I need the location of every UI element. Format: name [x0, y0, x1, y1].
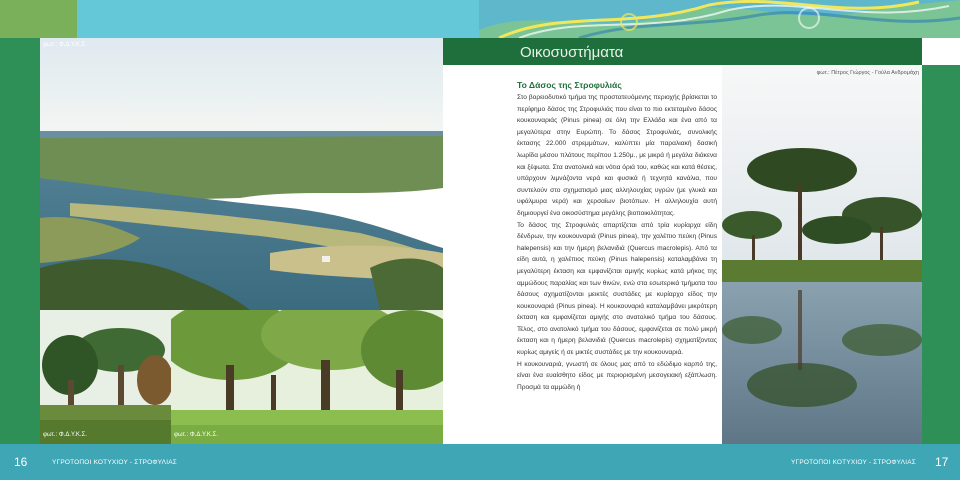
left-page-green-strip	[0, 38, 40, 444]
pine-lake-reflection-image	[722, 65, 922, 444]
photo-credit-top-right: φωτ.: Πέτρος Γιώργος - Γούλα Ανδρομάχη	[816, 70, 919, 76]
aerial-lagoon-image	[40, 38, 443, 310]
photo-credit-bottom-left-2: φωτ.: Φ.Δ.Υ.Κ.Σ.	[174, 432, 218, 438]
left-footer-title: ΥΓΡΟΤΟΠΟΙ ΚΟΤΥΧΙΟΥ - ΣΤΡΟΦΥΛΙΑΣ	[52, 459, 177, 466]
article-heading: Το Δάσος της Στροφυλιάς	[517, 80, 622, 90]
oak-forest-photo	[171, 310, 443, 444]
photo-credit-top-left: φωτ.: Φ.Δ.Υ.Κ.Σ.	[43, 42, 87, 48]
pine-reflection-photo	[722, 65, 922, 444]
top-bar-cyan	[77, 0, 479, 38]
oak-forest-image	[171, 310, 443, 444]
top-bar-green	[0, 0, 77, 38]
right-page-green-strip	[922, 65, 960, 444]
right-page-number: 17	[935, 455, 949, 469]
left-page-number: 16	[14, 455, 28, 469]
right-footer-title: ΥΓΡΟΤΟΠΟΙ ΚΟΤΥΧΙΟΥ - ΣΤΡΟΦΥΛΙΑΣ	[791, 459, 916, 466]
pine-trees-image	[40, 310, 171, 444]
section-header-bar	[443, 38, 922, 65]
aerial-landscape-photo	[40, 38, 443, 310]
section-title: Οικοσυστήματα	[520, 44, 624, 61]
pine-trees-photo-small	[40, 310, 171, 444]
article-paragraph-3: Η κουκουναριά, γνωστή σε όλους μας από το εδώδιμο καρπό της, είναι ένα ευαίσθητο είδος με περιορισμένη μεσογειακή εξάπλωση. Προσμά τα αμμώδη ή	[517, 360, 717, 391]
decorative-swirl-graphic	[479, 0, 960, 38]
top-bar-decorative-pattern	[479, 0, 960, 38]
photo-credit-bottom-left-1: φωτ.: Φ.Δ.Υ.Κ.Σ.	[43, 432, 87, 438]
article-paragraph-2: Το δάσος της Στροφυλιάς απαρτίζεται από τρία κυρίαρχα είδη δένδρων, την κουκουναριά (Pinus pinea), την χαλέπιο πεύκη (Pinus halepensis) και την ήμερη βελανιδιά (Quercus macrolepis). Από τα είδη αυτά, η χαλέπιος πεύκη (Pinus halepensis) καταλαμβάνει τη μεγαλύτερη έκταση και εμφανίζεται αμιγής κυρίως κατά μήκος της αμμώδους παραλίας και των θινών, ενώ στα εσωτερικά τμήματα του δάσους σχηματίζονται μεικτές συστάδες με κυρίαρχο είδος την κουκουναριά (Pinus pinea). Η κουκουναριά καταλαμβάνει μικρότερη έκταση και εμφανίζεται αμιγής στο ανατολικό τμήμα του δάσους. Τέλος, στο ανατολικό τμήμα του δάσους, εμφανίζεται σε πολύ μικρή έκταση και η ήμερη βελανιδιά (Quercus macrolepis) σχηματίζοντας κυρίως αμιγείς ή σε μικτές συστάδες με την κουκουναριά.	[517, 221, 717, 357]
article-body	[517, 92, 717, 393]
article-paragraph-1: Στο βορειοδυτικό τμήμα της προστατευόμενης περιοχής βρίσκεται το περίφημο δάσος της Στροφυλιάς που είναι το πιο εκτεταμένο δάσος κουκουναριάς (Pinus pinea) σε όλη την Ελλάδα και ένα από τα μεγαλύτερα στην Ευρώπη. Το δάσος Στροφυλιάς, συνολικής έκτασης 22.000 στρεμμάτων, καλύπτει μία παραλιακή δασική λωρίδα μέσου πλάτους περίπου 1.250μ., με μικρά ή μεγάλα διάκενα και ξέφωτα. Στα ανατολικά και νότια όριά του, καθώς και κατά θέσεις, υπάρχουν λιμνάζοντα νερά και φυσικά ή τεχνητά κανάλια, που συντελούν στο σχηματισμό μιας αλληλουχίας υγρών (με γλυκά και υφάλμυρα νερά) και χερσαίων βιοτόπων. Η αλληλουχία αυτή δημιουργεί ένα οικοσύστημα μεγάλης βιοποικιλότητας.	[517, 94, 717, 217]
